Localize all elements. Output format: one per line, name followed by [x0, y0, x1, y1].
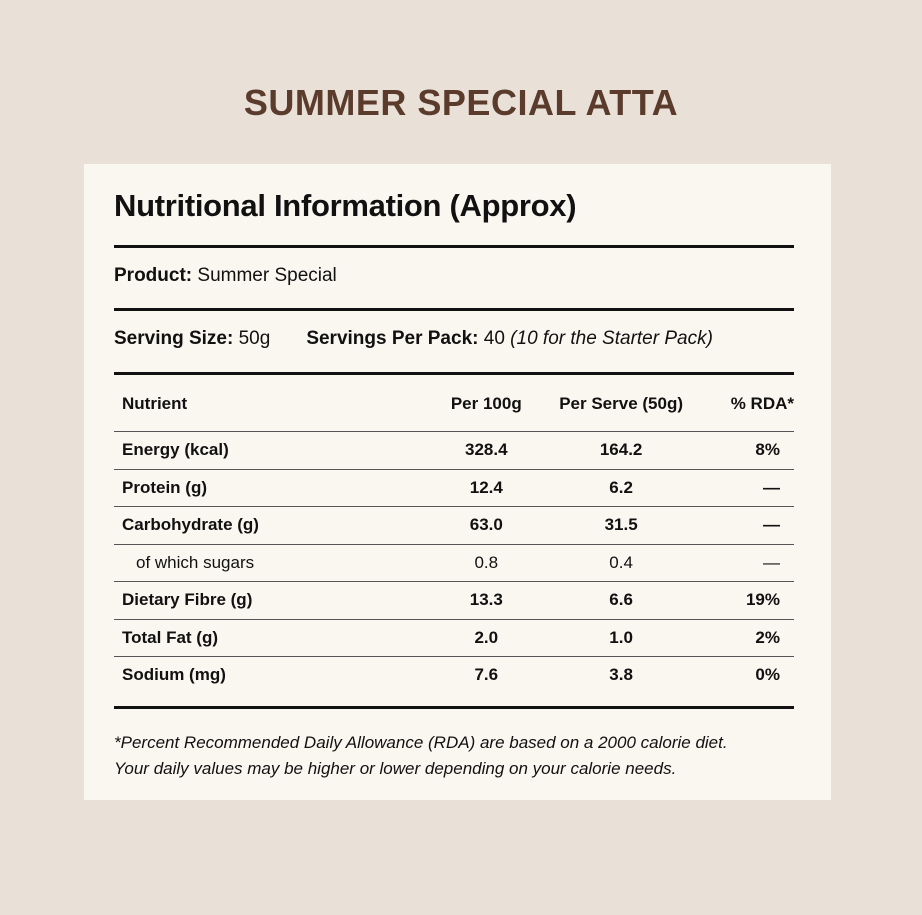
per-serve-value: 3.8: [609, 665, 633, 685]
table-row: [114, 582, 794, 620]
nutrient-name: Energy (kcal): [114, 432, 420, 470]
nutrient-name: of which sugars: [114, 544, 420, 582]
per-100g-value: 13.3: [420, 582, 552, 620]
per-serve-value: 164.2: [552, 432, 689, 470]
column-header: % RDA*: [690, 377, 794, 432]
per-serve-value: 6.6: [552, 582, 689, 620]
nutrient-name: Sodium (mg): [122, 665, 226, 685]
column-header: Per Serve (50g): [552, 377, 689, 432]
divider: [114, 308, 794, 311]
rda-value: —: [690, 544, 794, 582]
divider: [114, 372, 794, 375]
servings-per-pack-value: 40: [483, 328, 505, 349]
servings-per-pack-label: Servings Per Pack:: [306, 328, 479, 349]
serving-size-value: 50g: [238, 328, 271, 349]
servings-note: (10 for the Starter Pack): [510, 328, 713, 349]
per-100g-value: 0.8: [420, 544, 552, 582]
divider: [114, 706, 794, 709]
serving-line: [114, 328, 713, 350]
per-100g-value: 7.6: [474, 665, 499, 685]
column-header: Per 100g: [420, 377, 552, 432]
footnote-line: Your daily values may be higher or lower depending on your calorie needs.: [114, 759, 677, 778]
rda-value: 0%: [755, 665, 780, 685]
per-serve-value: 31.5: [552, 507, 689, 545]
column-header: Nutrient: [114, 377, 420, 432]
per-100g-value: 63.0: [420, 507, 552, 545]
product-line: [114, 265, 337, 287]
rda-value: 2%: [690, 619, 794, 657]
nutrient-name: Carbohydrate (g): [114, 507, 420, 545]
product-value: Summer Special: [197, 265, 337, 286]
table-header-row: [114, 377, 794, 432]
rda-value: 19%: [690, 582, 794, 620]
per-serve-value: 1.0: [552, 619, 689, 657]
card-title: Nutritional Information (Approx): [114, 188, 577, 223]
per-serve-value: 0.4: [552, 544, 689, 582]
serving-size-label: Serving Size:: [114, 328, 234, 349]
nutrient-name: Dietary Fibre (g): [114, 582, 420, 620]
nutrient-name: Total Fat (g): [114, 619, 420, 657]
table-row: [114, 469, 794, 507]
nutrition-table: [114, 377, 794, 694]
page-title: SUMMER SPECIAL ATTA: [243, 82, 679, 123]
table-row: [114, 507, 794, 545]
per-100g-value: 12.4: [420, 469, 552, 507]
divider: [114, 245, 794, 248]
nutrient-name: Protein (g): [114, 469, 420, 507]
footnote-line: *Percent Recommended Daily Allowance (RDA) are based on a 2000 calorie diet.: [114, 733, 728, 752]
per-100g-value: 328.4: [420, 432, 552, 470]
footnote: [114, 730, 804, 782]
rda-value: —: [690, 507, 794, 545]
table-row: [114, 544, 794, 582]
nutrition-card: [84, 164, 831, 800]
product-label: Product:: [114, 265, 193, 286]
rda-value: —: [690, 469, 794, 507]
table-row: [114, 619, 794, 657]
table-row: [114, 657, 794, 694]
table-row: [114, 432, 794, 470]
rda-value: 8%: [690, 432, 794, 470]
per-serve-value: 6.2: [552, 469, 689, 507]
per-100g-value: 2.0: [420, 619, 552, 657]
